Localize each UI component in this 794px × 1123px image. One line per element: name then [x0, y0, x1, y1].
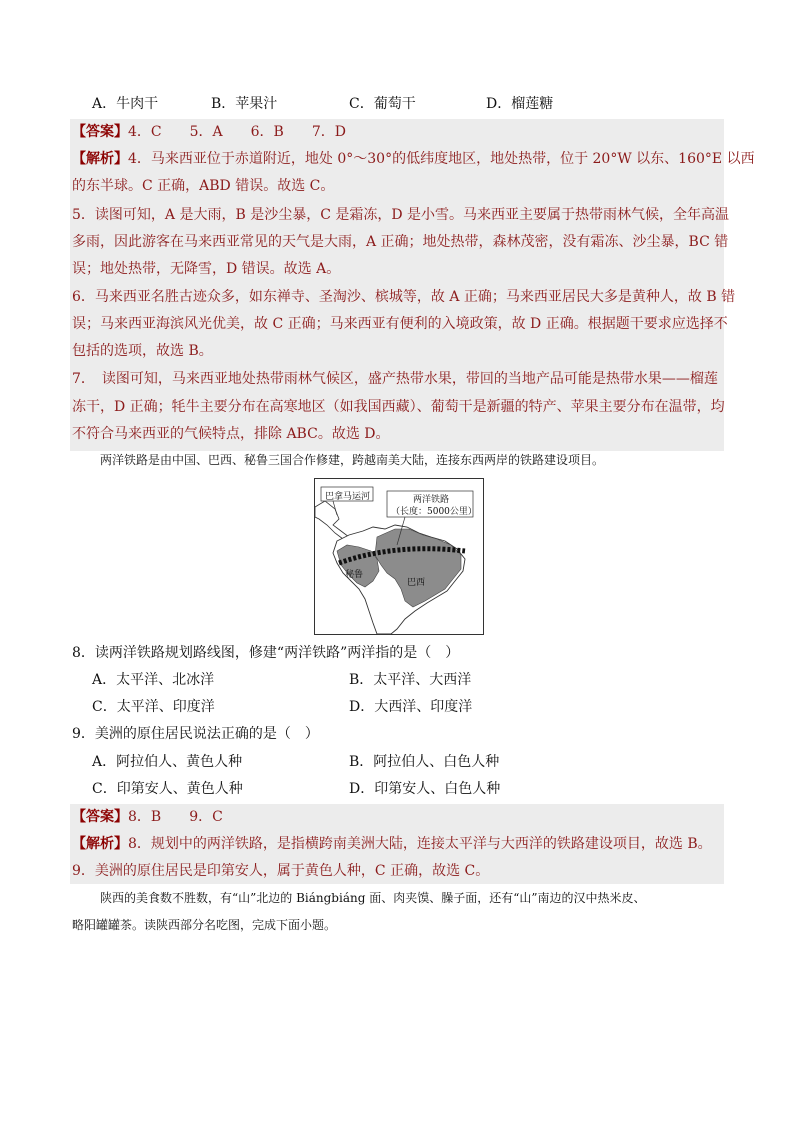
q8-option-d[interactable]: D．大西洋、印度洋	[349, 699, 473, 715]
analysis-line	[72, 831, 722, 858]
answer-line-1	[72, 119, 722, 146]
analysis-line: 9．美洲的原住居民是印第安人，属于黄色人种，C 正确，故选 C。	[72, 863, 490, 879]
railway-map	[314, 478, 484, 635]
q9-option-d[interactable]: D．印第安人、白色人种	[349, 781, 501, 797]
intro-text-railway: 两洋铁路是由中国、巴西、秘鲁三国合作修建，跨越南美大陆，连接东西两岸的铁路建设项目。	[100, 453, 605, 467]
analysis-line: 冻干，D 正确；牦牛主要分布在高寒地区（如我国西藏）、葡萄干是新疆的特产、苹果主要分布在温带，均	[72, 399, 725, 415]
canal-label: 巴拿马运河	[325, 492, 371, 502]
answer-tag: 【答案】	[72, 809, 128, 825]
q7-option-a[interactable]: A．牛肉干	[92, 96, 159, 112]
q8-option-c[interactable]: C．太平洋、印度洋	[92, 699, 215, 715]
q8-stem: 8．读两洋铁路规划路线图，修建“两洋铁路”两洋指的是（ ）	[72, 645, 460, 661]
analysis-line: 6．马来西亚名胜古迹众多，如东禅寺、圣淘沙、槟城等，故 A 正确；马来西亚居民大多是黄种人，故 B 错	[72, 289, 736, 305]
answer-text: 8．B 9．C	[128, 809, 223, 825]
intro-text-shaanxi-cont: 略阳罐罐茶。读陕西部分名吃图，完成下面小题。	[72, 918, 337, 932]
intro-text-shaanxi: 陕西的美食数不胜数，有“山”北边的 Biángbiáng 面、肉夹馍、臊子面，还有“山”南边的汉中热米皮、	[100, 891, 646, 905]
analysis-line: 多雨，因此游客在马来西亚常见的天气是大雨，A 正确；地处热带，森林茂密，没有霜冻、沙尘暴，BC 错	[72, 234, 729, 250]
q9-option-a[interactable]: A．阿拉伯人、黄色人种	[92, 754, 243, 770]
q8-option-b[interactable]: B．太平洋、大西洋	[349, 672, 472, 688]
analysis-line: 的东半球。C 正确，ABD 错误。故选 C。	[72, 178, 335, 194]
analysis-line: 5．读图可知，A 是大雨，B 是沙尘暴，C 是霜冻，D 是小雪。马来西亚主要属于热带雨林气候，全年高温	[72, 207, 730, 223]
q7-option-b[interactable]: B．苹果汁	[211, 96, 278, 112]
q9-option-b[interactable]: B．阿拉伯人、白色人种	[349, 754, 500, 770]
answer-tag: 【答案】	[72, 124, 128, 140]
analysis-tag: 【解析】	[72, 151, 128, 167]
central-america-shape	[315, 501, 349, 539]
analysis-tag: 【解析】	[72, 836, 128, 852]
analysis-line	[72, 146, 755, 173]
railway-length-label: （长度：5000公里）	[391, 507, 477, 517]
peru-label: 秘鲁	[345, 570, 364, 580]
south-america-map	[315, 479, 483, 634]
q8-option-a[interactable]: A．太平洋、北冰洋	[92, 672, 215, 688]
q9-stem: 9．美洲的原住居民说法正确的是（ ）	[72, 726, 319, 742]
q9-option-c[interactable]: C．印第安人、黄色人种	[92, 781, 243, 797]
analysis-line: 误；地处热带，无降雪，D 错误。故选 A。	[72, 261, 341, 277]
analysis-line: 包括的选项，故选 B。	[72, 343, 213, 359]
analysis-text: 4．马来西亚位于赤道附近，地处 0°～30°的低纬度地区，地处热带，位于 20°W 以东、160°E 以西	[128, 151, 755, 167]
analysis-line: 误；马来西亚海滨风光优美，故 C 正确；马来西亚有便利的入境政策，故 D 正确。根据题干要求应选择不	[72, 316, 728, 332]
answer-text: 4．C 5．A 6．B 7．D	[128, 124, 346, 140]
q7-option-c[interactable]: C．葡萄干	[349, 96, 416, 112]
answer-line-2	[72, 804, 722, 831]
analysis-line: 不符合马来西亚的气候特点，排除 ABC。故选 D。	[72, 426, 390, 442]
analysis-line: 7． 读图可知，马来西亚地处热带雨林气候区，盛产热带水果，带回的当地产品可能是热带水果——榴莲	[72, 371, 718, 387]
analysis-text: 8．规划中的两洋铁路，是指横跨南美洲大陆，连接太平洋与大西洋的铁路建设项目，故选 B。	[128, 836, 712, 852]
q7-option-d[interactable]: D．榴莲糖	[486, 96, 554, 112]
railway-label: 两洋铁路	[413, 495, 450, 505]
brazil-label: 巴西	[407, 578, 426, 588]
